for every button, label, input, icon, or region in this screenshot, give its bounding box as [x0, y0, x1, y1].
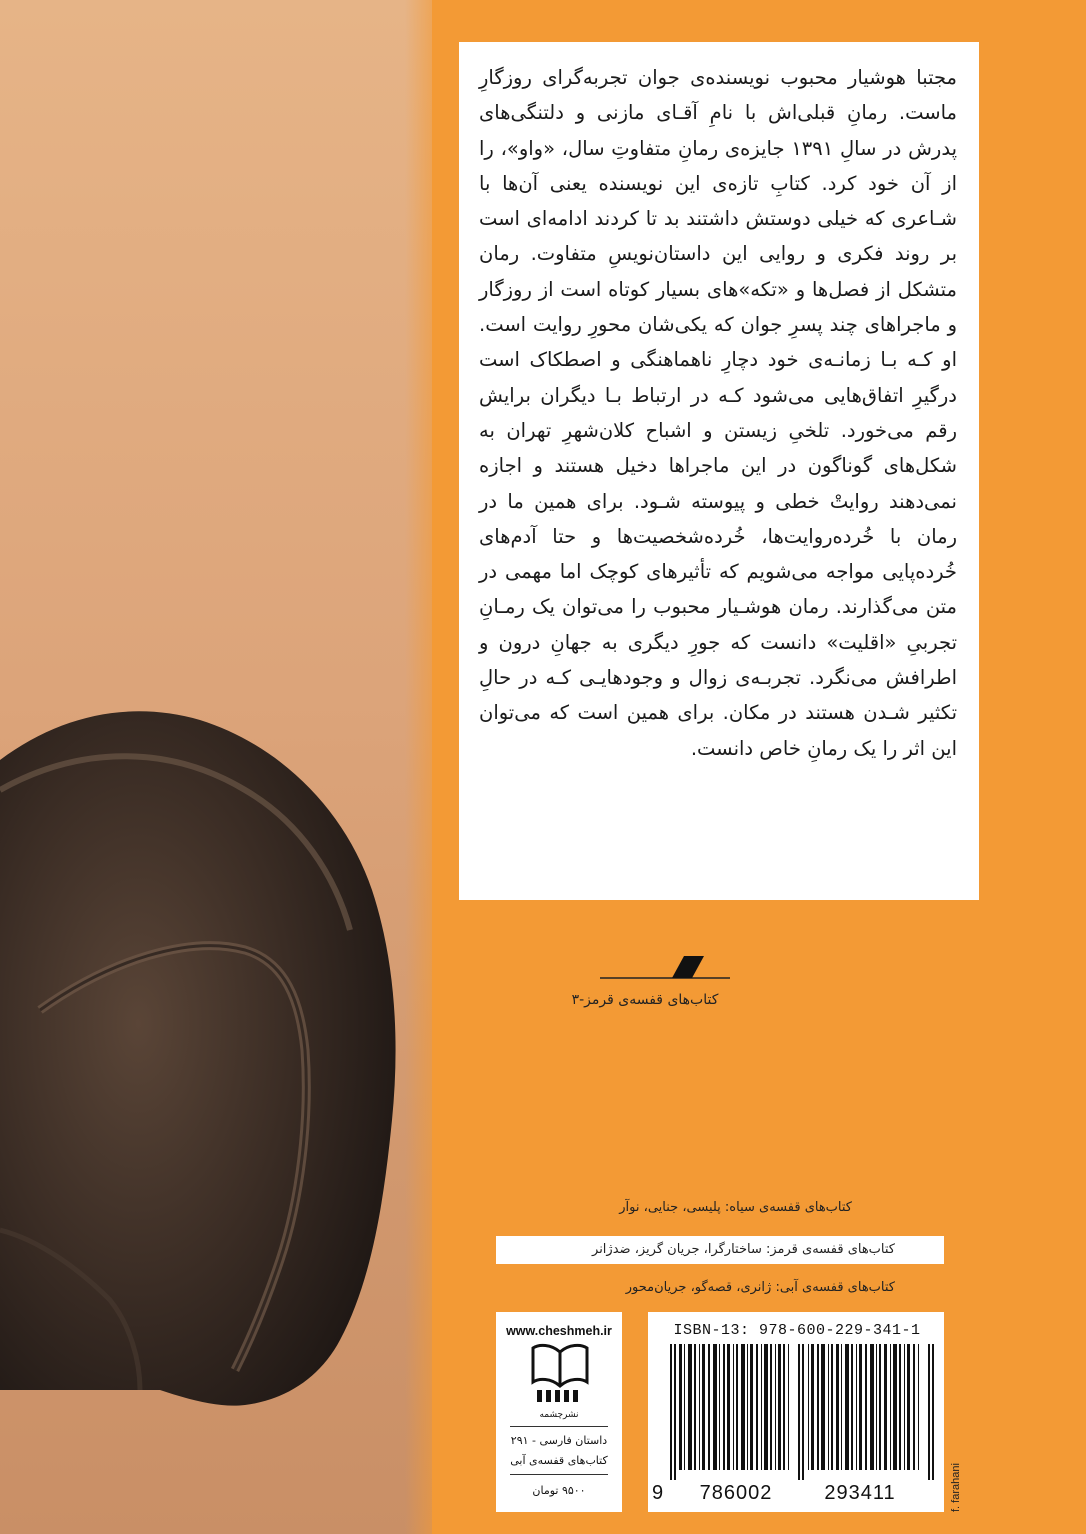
description-box [459, 42, 979, 900]
publisher-divider [510, 1426, 608, 1427]
barcode-digit-first: 9 [652, 1482, 664, 1504]
barcode-digits-right: 293411 [824, 1482, 896, 1504]
series-red: کتاب‌های قفسه‌ی قرمز: ساختارگرا، جریان گریز، ضدژانر [592, 1242, 895, 1257]
cover-photo [0, 0, 432, 1534]
publisher-divider [510, 1474, 608, 1475]
publisher-box [496, 1312, 622, 1512]
catalog-line-1: داستان فارسی - ۲۹۱ [510, 1434, 608, 1447]
description-text: مجتبا هوشیار محبوب نویسنده‌ی جوان تجربه‌گرای روزگارِ ماست. رمانِ قبلی‌اش با نامِ آقـای مازنی و دلتنگی‌های پدرش در سالِ ۱۳۹۱ جایزه‌ی رمانِ متفاوتِ سال، «واو»، را از آن خود کرد. کتابِ تازه‌ی این نویسنده یعنی آن‌ها با شـاعری که خیلی دوستش داشتند بد تا کردند ادامه‌ای است بر روند فکری و روایی این داستان‌نویسِ متفاوت. رمان متشکل از فصل‌ها و «تکه»‌های بسیار کوتاه است از روزگار و ماجراهای چند پسرِ جوان که یکی‌شان محورِ روایت است. او کـه بـا زمانـه‌ی خود دچارِ ناهماهنگی و اصطکاک است درگیرِ اتفاق‌هایی می‌شود کـه در ارتباط بـا دیگران برایش رقم می‌خورد. تلخیِ زیستن و اشباح کلان‌شهرِ تهران به شکل‌های گوناگون در این ماجراها دخیل هستند و اجازه نمی‌دهند روایتْ خطی و پیوسته شـود. برای همین ما در رمان با خُرده‌روایت‌ها، خُرده‌شخصیت‌ها و حتا آدم‌های خُرده‌پایی مواجه می‌شویم که تأثیرهای کوچک اما مهمی در متن می‌گذارند. رمان هوشـیار محبوب را می‌توان یک رمـانِ تجربیِ «اقلیت» دانست که جورِ دیگری به جهانِ درون و اطرافش می‌نگرد. تجربـه‌ی زوال و وجودهایـی کـه در حالِ تکثیر شـدن هستند در مکان. برای همین است که می‌توان این اثر را یک رمانِ خاص دانست. [479, 66, 957, 760]
isbn-text: ISBN-13: 978-600-229-341-1 [673, 1322, 921, 1339]
catalog-line-2: کتاب‌های قفسه‌ی آبی [510, 1454, 608, 1467]
series-blue: کتاب‌های قفسه‌ی آبی: ژانری، قصه‌گو، جریان‌محور [625, 1280, 895, 1295]
barcode-digits-left: 786002 [699, 1482, 773, 1504]
publisher-name: نشرچشمه [539, 1410, 579, 1420]
barcode-image [670, 1344, 934, 1480]
barcode-box [648, 1312, 944, 1512]
boot-image [0, 0, 432, 1534]
publisher-logo-icon [531, 1342, 589, 1404]
publisher-url: www.cheshmeh.ir [506, 1324, 612, 1338]
designer-credit: f. farahani [950, 1463, 962, 1512]
series-black: کتاب‌های قفسه‌ی سیاه: پلیسی، جنایی، نوآر [619, 1200, 852, 1215]
series-label: کتاب‌های قفسه‌ی قرمز-۳ [571, 992, 719, 1008]
photo-fade [405, 0, 465, 1534]
price: ۹۵۰۰ تومان [532, 1484, 586, 1497]
